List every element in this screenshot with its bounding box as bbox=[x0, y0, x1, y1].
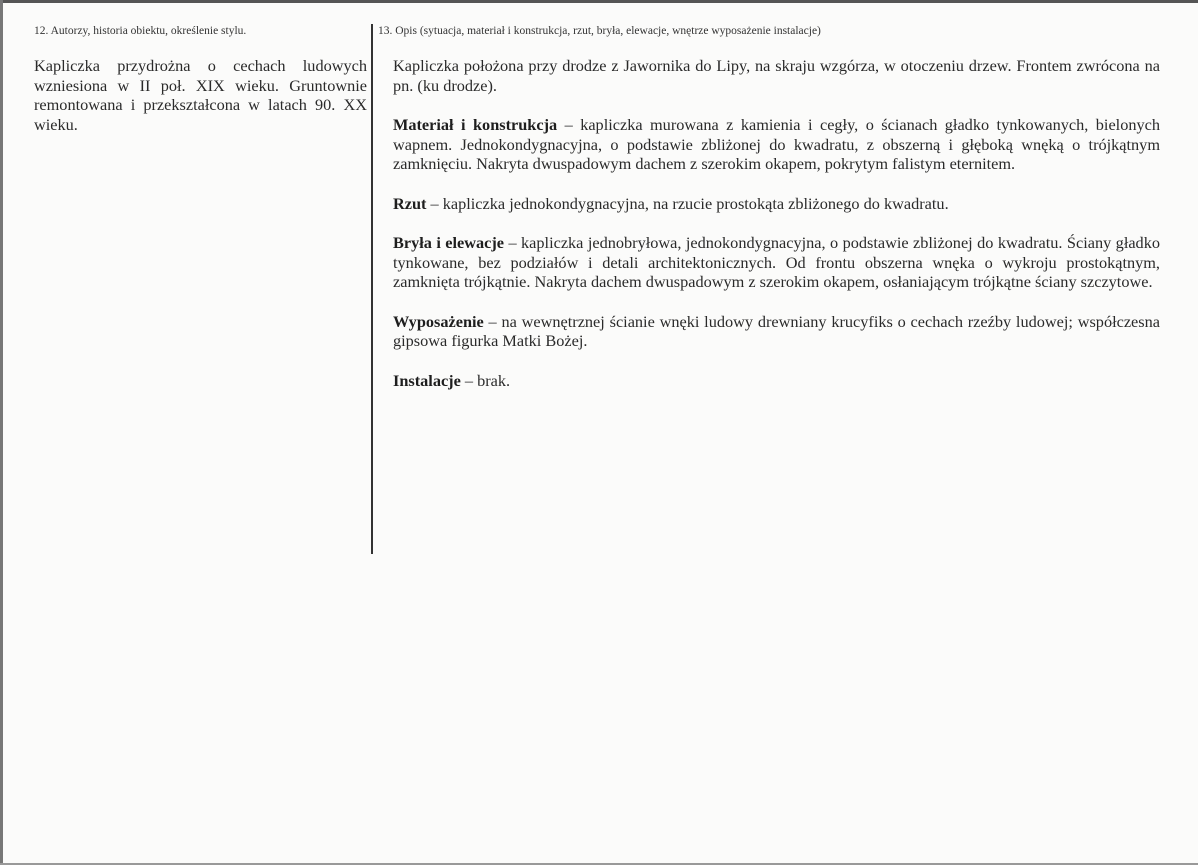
section-12-heading: 12. Autorzy, historia obiektu, określenie stylu. bbox=[34, 25, 247, 37]
plan-paragraph bbox=[393, 194, 1160, 214]
paragraph-text: – kapliczka jednokondygnacyjna, na rzucie prostokąta zbliżonego do kwadratu. bbox=[426, 193, 949, 213]
history-text: Kapliczka przydrożna o cechach ludowych wzniesiona w II poł. XIX wieku. Gruntownie remontowana i przekształcona w latach 90. XX wieku. bbox=[34, 56, 367, 134]
section-13-body bbox=[393, 56, 1160, 410]
paragraph-label: Wyposażenie bbox=[393, 311, 484, 331]
paragraph-text: – brak. bbox=[460, 370, 511, 390]
material-paragraph bbox=[393, 115, 1160, 174]
section-13-heading: 13. Opis (sytuacja, materiał i konstrukcja, rzut, bryła, elewacje, wnętrze wyposażenie instalacje) bbox=[378, 25, 821, 37]
paragraph-label: Materiał i konstrukcja bbox=[393, 115, 558, 134]
furnishings-paragraph bbox=[393, 312, 1160, 351]
section-12-body bbox=[34, 56, 367, 154]
paragraph-label: Instalacje bbox=[393, 370, 461, 390]
paragraph-text: – kapliczka jednobryłowa, jednokondygnacyjna, o podstawie zbliżonej do kwadratu. Ściany gładko tynkowane, bez podziałów i detali architektonicznych. Od frontu obszerna wnęka o wykroju prostokątnym, zamknięta trójkątnie. Nakryta dachem dwuspadowym z szerokim okapem, osłaniającym trójkątne ściany szczytowe. bbox=[393, 233, 1160, 291]
scan-top-edge bbox=[0, 0, 1198, 3]
paragraph-label: Rzut bbox=[393, 193, 427, 213]
paragraph-text: – kapliczka murowana z kamienia i cegły, o ścianach gładko tynkowanych, bielonych wapnem. Jednokondygnacyjna, o podstawie zbliżonej do kwadratu, z obszerną i głęboką wnęką o trójkątnym zamknięciu. Nakryta dwuspadowym dachem z szerokim okapem, pokrytym falistym eternitem. bbox=[393, 115, 1160, 173]
paragraph-text: – na wewnętrznej ścianie wnęki ludowy drewniany krucyfiks o cechach rzeźby ludowej; współczesna gipsowa figurka Matki Bożej. bbox=[393, 311, 1160, 350]
scan-left-edge bbox=[0, 0, 3, 865]
paragraph-label: Bryła i elewacje bbox=[393, 233, 505, 252]
installations-paragraph bbox=[393, 371, 1160, 391]
form-paragraph bbox=[393, 233, 1160, 292]
column-divider bbox=[371, 24, 373, 554]
location-text: Kapliczka położona przy drodze z Jawornika do Lipy, na skraju wzgórza, w otoczeniu drzew. Frontem zwrócona na pn. (ku drodze). bbox=[393, 56, 1160, 95]
